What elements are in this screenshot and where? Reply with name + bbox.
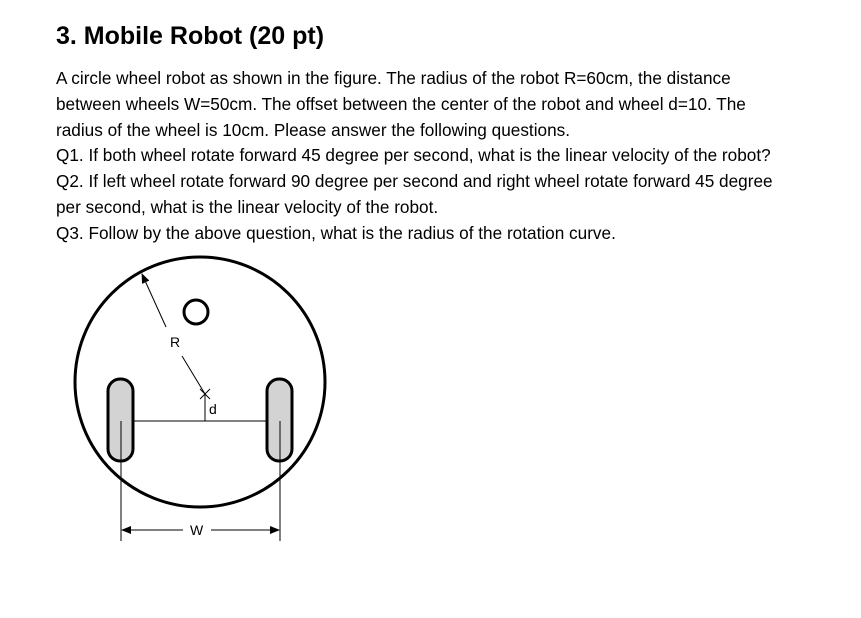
- question-1: Q1. If both wheel rotate forward 45 degree per second, what is the linear velocity of the robot?: [56, 145, 771, 166]
- question-2-continued: per second, what is the linear velocity of the robot.: [56, 196, 439, 217]
- problem-statement: [56, 66, 856, 247]
- statement-line: radius of the wheel is 10cm. Please answer the following questions.: [56, 119, 570, 140]
- robot-diagram: [60, 245, 350, 555]
- statement-line: A circle wheel robot as shown in the figure. The radius of the robot R=60cm, the distance: [56, 68, 731, 88]
- width-label: W: [190, 522, 204, 538]
- question-3: Q3. Follow by the above question, what is the radius of the rotation curve.: [56, 222, 616, 243]
- statement-line: between wheels W=50cm. The offset between the center of the robot and wheel d=10. The: [56, 93, 746, 114]
- problem-title: 3. Mobile Robot (20 pt): [56, 22, 325, 50]
- question-2: Q2. If left wheel rotate forward 90 degree per second and right wheel rotate forward 45 degree: [56, 171, 773, 192]
- radius-label: R: [170, 334, 181, 350]
- offset-label: d: [209, 401, 217, 417]
